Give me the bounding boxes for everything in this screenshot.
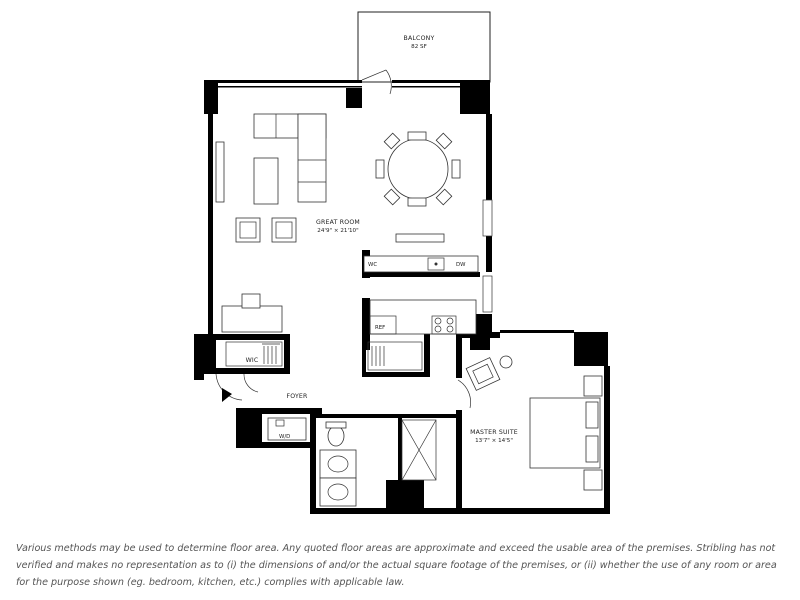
- ref-label: REF: [375, 325, 386, 331]
- disclaimer-text: Various methods may be used to determine floor area. Any quoted floor areas are approximate and exceed the usable area of the premises. Stribling has not verified and makes no representation as to (i) the dimensions of and/or the actual square footage of the premises, or (ii) whether the use of any room or area for the purpose shown (eg. bedroom, kitchen, etc.) complies with applicable law.: [16, 543, 777, 588]
- bedroom-furniture: [466, 356, 602, 490]
- wc-label: WC: [368, 262, 378, 268]
- dw-label: DW: [456, 262, 466, 268]
- great-room-size: 24'9" × 21'10": [317, 228, 359, 234]
- master-suite-label: MASTER SUITE: [470, 429, 518, 436]
- wd-label: W/D: [279, 434, 291, 440]
- entry-arrow-icon: [222, 388, 232, 402]
- wic-shelves: [226, 342, 422, 370]
- great-room-label: GREAT ROOM: [316, 219, 360, 226]
- foyer-label: FOYER: [286, 393, 308, 400]
- wic-label: WIC: [245, 357, 259, 364]
- balcony-label: BALCONY: [403, 35, 435, 42]
- balcony-size: 82 SF: [411, 44, 427, 50]
- master-suite-size: 13'7" × 14'5": [475, 438, 513, 444]
